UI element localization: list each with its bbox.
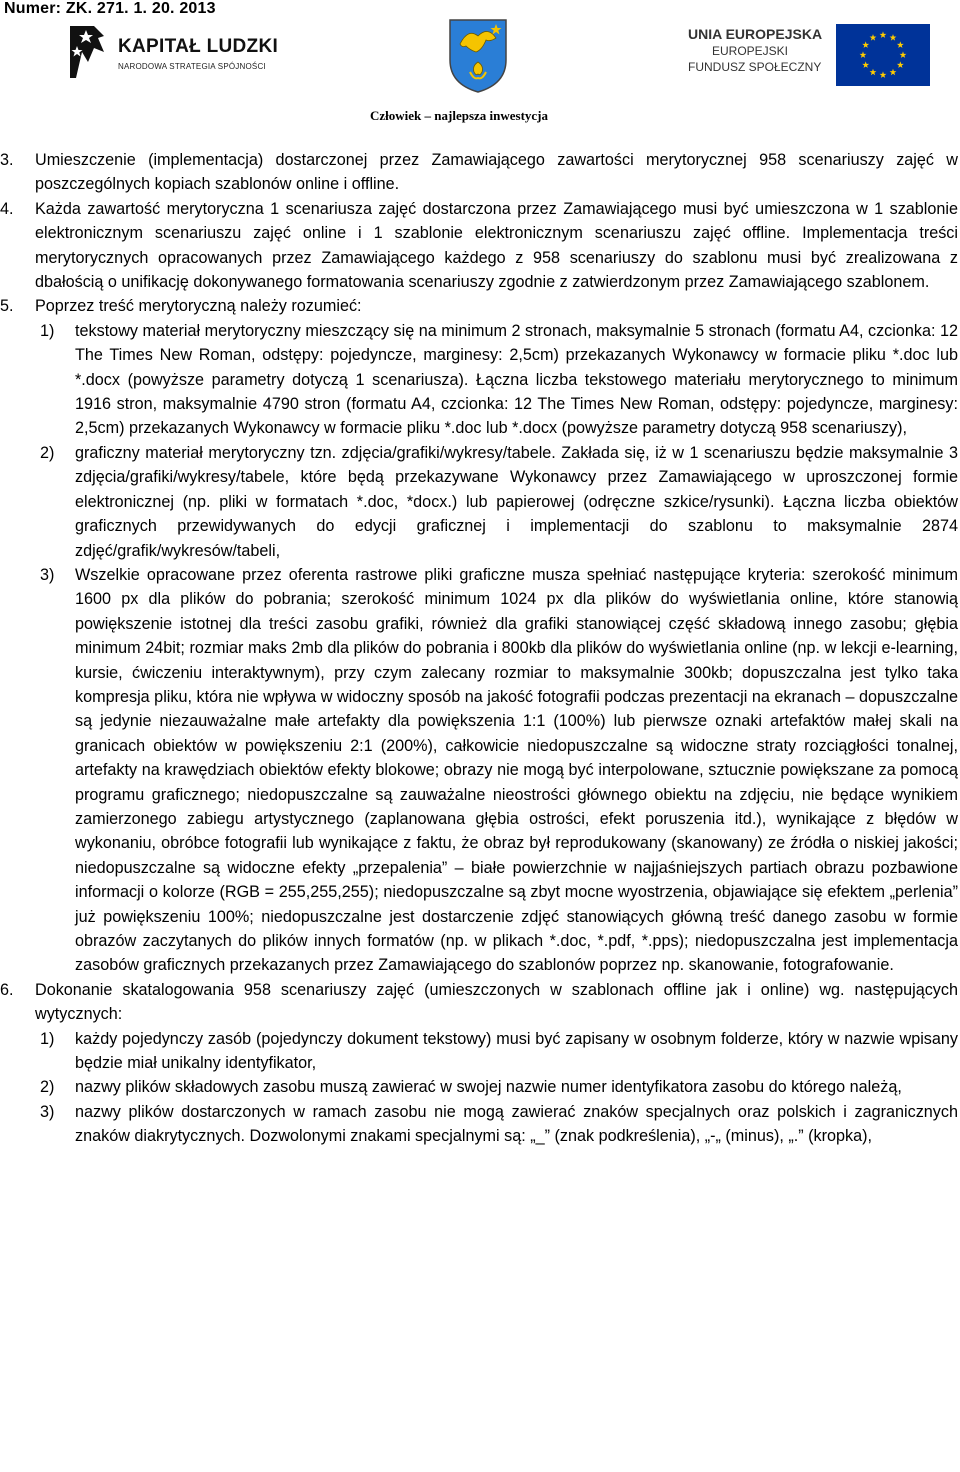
- sub-item-number: 2): [40, 1078, 55, 1097]
- eu-logo: [688, 24, 938, 88]
- kapital-ludzki-title: KAPITAŁ LUDZKI: [118, 36, 279, 57]
- sub-item-number: 1): [40, 1029, 55, 1048]
- motto: Człowiek – najlepsza inwestycja: [370, 108, 549, 123]
- item-number: 6.: [0, 980, 14, 999]
- item-text: Każda zawartość merytoryczna 1 scenariusza zajęć dostarczona przez Zamawiającego musi być umieszczona w 1 szablonie elektronicznym scenariuszu zajęć online i 1 szablonie elektronicznym scenariuszu zajęć offline. Implementacja treści merytorycznych opracowanych przez Zamawiającego każdego z 958 scenariuszy do szablonu musi być zrealizowana z dbałością o unifikację dokonywanego formatowania scenariuszy zgodnie z zatwierdzonym przez Zamawiającego szablonem.: [35, 199, 958, 292]
- sub-item-5-3: [0, 563, 958, 978]
- item-text: Dokonanie skatalogowania 958 scenariuszy zajęć (umieszczonych w szablonach offline jak i online) wg. następujących wytycznych:: [35, 980, 958, 1024]
- kapital-ludzki-subtitle: NARODOWA STRATEGIA SPÓJNOŚCI: [118, 62, 266, 71]
- coat-of-arms-logo: [446, 16, 510, 94]
- sub-item-text: tekstowy materiał merytoryczny mieszczący się na minimum 2 stronach, maksymalnie 5 stronach (formatu A4, czcionka: 12 The Times New Roman, odstępy: pojedyncze, marginesy: 2,5cm) przekazanych Wykonawcy w formacie pliku *.doc lub *.docx (powyższe parametry dotyczą 1 scenariusza). Łączna liczba tekstowego materiału merytorycznego to minimum 1916 stron, maksymalnie 4790 stron (formatu A4, czcionka: 12 The Times New Roman, odstępy: pojedyncze, marginesy: 2,5cm) przekazanych Wykonawcy w formacie pliku *.doc lub *.docx (powyższe parametry dotyczą 958 scenariuszy),: [75, 321, 958, 438]
- sub-item-number: 2): [40, 443, 55, 462]
- list-item-3: [0, 148, 958, 197]
- item-number: 3.: [0, 151, 14, 169]
- sub-item-number: 3): [40, 1102, 55, 1121]
- list-item-4: [0, 197, 958, 295]
- document-number: Numer: ZK. 271. 1. 20. 2013: [4, 0, 216, 17]
- document-body: [0, 148, 958, 1149]
- sub-item-text: każdy pojedynczy zasób (pojedynczy dokument tekstowy) musi być zapisany w osobnym folderze, który w nazwie wpisany będzie miał unikalny identyfikator,: [75, 1029, 958, 1073]
- eu-logo-line3: FUNDUSZ SPOŁECZNY: [688, 60, 822, 74]
- sub-item-5-1: [0, 319, 958, 441]
- sub-item-6-3: [0, 1100, 958, 1149]
- kapital-ludzki-logo: [64, 22, 279, 86]
- sub-item-5-2: [0, 441, 958, 563]
- sub-item-text: graficzny materiał merytoryczny tzn. zdjęcia/grafiki/wykresy/tabele. Zakłada się, iż w 1 scenariuszu będzie maksymalnie 3 zdjęcia/grafiki/wykresy/tabele, które będą przekazywane Wykonawcy przez Zamawiającego w uproszczonej formie elektronicznej (np. pliki w formatach *.doc, *docx.) lub papierowej (odręczne szkice/rysunki). Łączna liczba obiektów graficznych przewidywanych do edycji graficznej i implementacji do szablonu to maksymalnie 2874 zdjęć/grafik/wykresów/tabeli,: [75, 443, 958, 560]
- list-item-6: [0, 978, 958, 1027]
- kapital-ludzki-emblem-icon: [64, 22, 112, 84]
- eu-logo-line2: EUROPEJSKI: [711, 44, 789, 58]
- sub-item-number: 3): [40, 565, 55, 584]
- coat-of-arms-icon: [446, 16, 510, 94]
- eu-flag-icon: [836, 24, 930, 86]
- sub-item-text: Wszelkie opracowane przez oferenta rastrowe pliki graficzne musza spełniać następujące kryteria: szerokość minimum 1600 px dla plików do pobrania; szerokość minimum 1024 px dla plików do wyświetlania online, które stanowią powiększenie istotnej dla treści zasobu grafiki, również dla grafiki stanowiącej część składową innego zasobu; głębia minimum 24bit; rozmiar maks 2mb dla plików do pobrania i 800kb dla plików do wyświetlania online (np. w lekcji e-learning, kursie, ćwiczeniu interaktywnym), przy czym zalecany rozmiar to maksymalnie 300kb; dopuszczalna jest tylko taka kompresja pliku, która nie wpływa w widoczny sposób na jakość fotografii podczas prezentacji na ekranach – dopuszczalne są jedynie niezauważalne małe artefakty dla powiększenia 1:1 (100%) lub pierwsze oznaki artefaktów małej skali na granicach obiektów w powiększeniu 2:1 (200%), całkowicie niedopuszczalne są widoczne straty rozciągłości tonalnej, artefakty na krawędziach obiektów efekty blokowe; obrazy nie mogą być interpolowane, sztucznie powiększane za pomocą programu graficznego; niedopuszczalne są zauważalne nieostrości głównego obiektu na zdjęciu, nie będące wynikiem zamierzonego zabiegu artystycznego (zaplanowana głębia ostrości, efekt poruszenia itd.), wynikające z błędów w wykonaniu, obróbce fotografii lub wynikające z faktu, że obraz był reprodukowany (skanowany) ze źródła o niskiej jakości; niedopuszczalne są widoczne efekty „przepalenia” – białe powierzchnie w najjaśniejszych partiach obrazu pozbawione informacji o kolorze (RGB = 255,255,255); niedopuszczalne są zbyt mocne wyostrzenia, objawiające się efektem „perlenia” już powiększeniu 100%; niedopuszczalne jest dostarczenie zdjęć stanowiących główną treść danego zasobu w formie obrazów zaczytanych do plików innych formatów (np. w plikach *.doc, *.pdf, *.pps); niedopuszczalna jest implementacja zasobów graficznych przekazanych przez Zamawiającego do szablonów poprzez np. skanowanie, fotografowanie.: [75, 565, 958, 975]
- item-number: 4.: [0, 199, 14, 218]
- item-number: 5.: [0, 297, 14, 316]
- sub-item-text: nazwy plików składowych zasobu muszą zawierać w swojej nazwie numer identyfikatora zasobu do którego należą,: [75, 1078, 902, 1097]
- list-item-5: [0, 294, 958, 318]
- item-text: Umieszczenie (implementacja) dostarczonej przez Zamawiającego zawartości merytorycznej 958 scenariuszy zajęć w poszczególnych kopiach szablonów online i offline.: [35, 151, 958, 194]
- item-text: Poprzez treść merytoryczną należy rozumieć:: [35, 297, 362, 316]
- sub-item-6-2: [0, 1075, 958, 1099]
- sub-item-6-1: [0, 1027, 958, 1076]
- sub-item-number: 1): [40, 321, 55, 340]
- sub-item-text: nazwy plików dostarczonych w ramach zasobu nie mogą zawierać znaków specjalnych oraz polskich i zagranicznych znaków diakrytycznych. Dozwolonymi znakami specjalnymi są: „_” (znak podkreślenia), „-„ (minus), „.” (kropka),: [75, 1102, 958, 1146]
- eu-logo-line1: UNIA EUROPEJSKA: [688, 26, 823, 42]
